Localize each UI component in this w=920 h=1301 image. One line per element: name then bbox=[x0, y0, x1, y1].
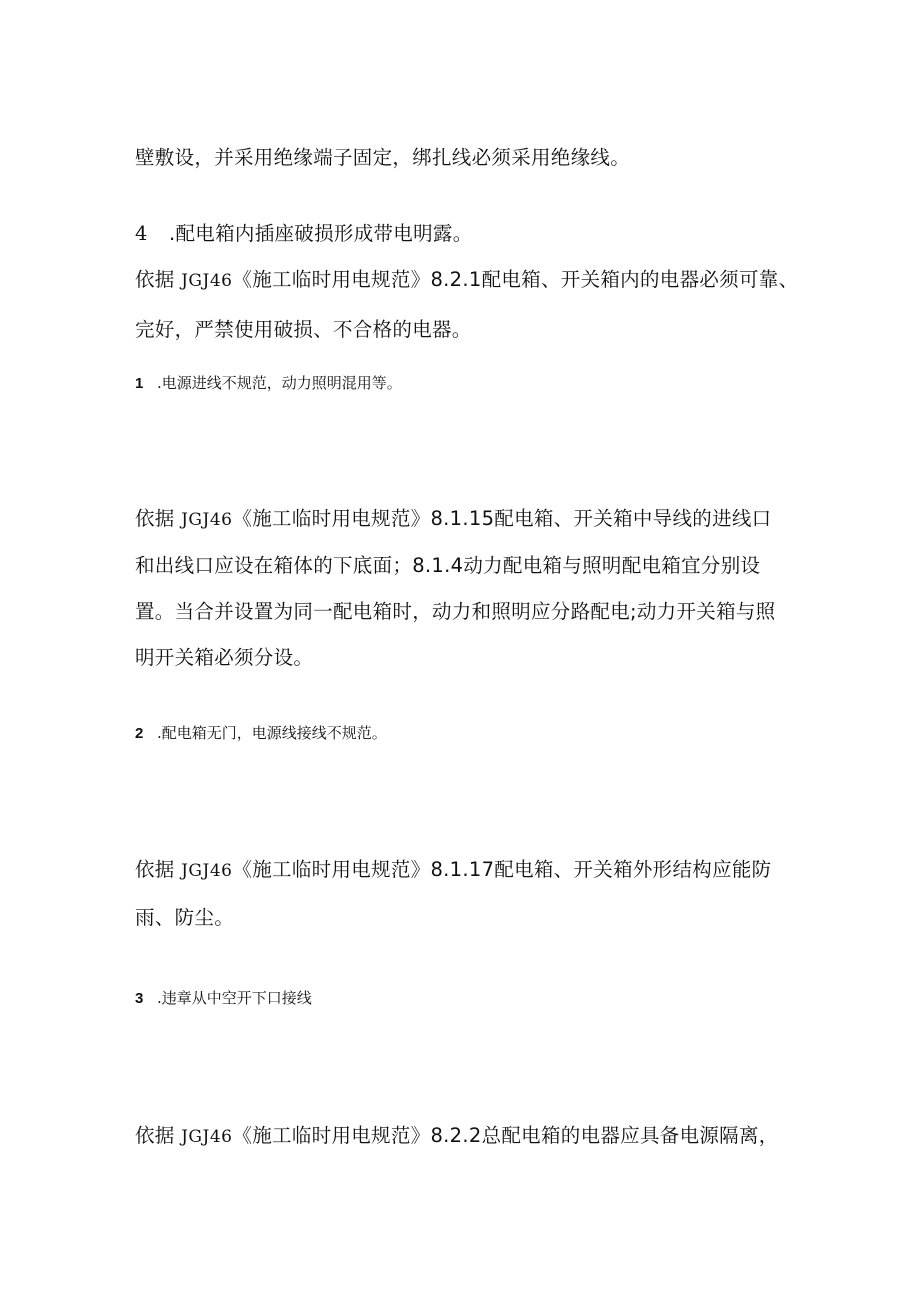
basis-text: 明开关箱必须分设。 bbox=[135, 646, 314, 669]
item-text: .配电箱无门，电源线接线不规范。 bbox=[157, 724, 387, 742]
basis-text: 《施工临时用电规范》8.2.1配电箱、开关箱内的电器必须可靠、 bbox=[232, 268, 799, 291]
standard-code: JGJ46 bbox=[181, 1127, 233, 1147]
item-1-heading bbox=[135, 373, 402, 394]
item-2-basis-line-1 bbox=[135, 858, 771, 883]
paragraph-continuation-line bbox=[135, 146, 630, 170]
standard-code: JGJ46 bbox=[181, 861, 233, 881]
item-2-heading bbox=[135, 723, 387, 744]
basis-prefix: 依据 bbox=[135, 1124, 175, 1147]
item-1-basis-line-3 bbox=[135, 600, 775, 624]
item-4-basis-line-1 bbox=[135, 268, 798, 293]
item-4-heading bbox=[135, 222, 473, 246]
item-1-basis-line-4 bbox=[135, 646, 313, 670]
item-text: .电源进线不规范，动力照明混用等。 bbox=[157, 374, 402, 392]
basis-text: 《施工临时用电规范》8.2.2总配电箱的电器应具备电源隔离， bbox=[232, 1124, 779, 1147]
basis-text: 置。当合并设置为同一配电箱时，动力和照明应分路配电;动力开关箱与照 bbox=[135, 600, 776, 623]
text-line: 壁敷设，并采用绝缘端子固定，绑扎线必须采用绝缘线。 bbox=[135, 146, 631, 169]
basis-text: 《施工临时用电规范》8.1.17配电箱、开关箱外形结构应能防 bbox=[232, 858, 772, 881]
basis-prefix: 依据 bbox=[135, 858, 175, 881]
item-number: 1 bbox=[135, 375, 144, 392]
basis-text: 雨、防尘。 bbox=[135, 906, 235, 929]
item-3-basis-line-1 bbox=[135, 1124, 779, 1149]
basis-prefix: 依据 bbox=[135, 268, 175, 291]
basis-text: 《施工临时用电规范》8.1.15配电箱、开关箱中导线的进线口 bbox=[232, 507, 772, 530]
item-3-heading bbox=[135, 988, 312, 1009]
item-number: 3 bbox=[135, 990, 144, 1007]
item-2-basis-line-2 bbox=[135, 906, 234, 930]
item-number: 2 bbox=[135, 725, 144, 742]
item-number: 4 bbox=[135, 222, 148, 245]
standard-code: JGJ46 bbox=[181, 510, 233, 530]
item-text: .配电箱内插座破损形成带电明露。 bbox=[169, 222, 473, 245]
item-4-basis-line-2 bbox=[135, 318, 472, 342]
item-1-basis-line-2 bbox=[135, 554, 760, 578]
standard-code: JGJ46 bbox=[181, 271, 233, 291]
basis-text: 和出线口应设在箱体的下底面；8.1.4动力配电箱与照明配电箱宜分别设 bbox=[135, 554, 761, 577]
item-text: .违章从中空开下口接线 bbox=[157, 989, 312, 1007]
basis-prefix: 依据 bbox=[135, 507, 175, 530]
item-1-basis-line-1 bbox=[135, 507, 771, 532]
basis-text: 完好，严禁使用破损、不合格的电器。 bbox=[135, 318, 472, 341]
